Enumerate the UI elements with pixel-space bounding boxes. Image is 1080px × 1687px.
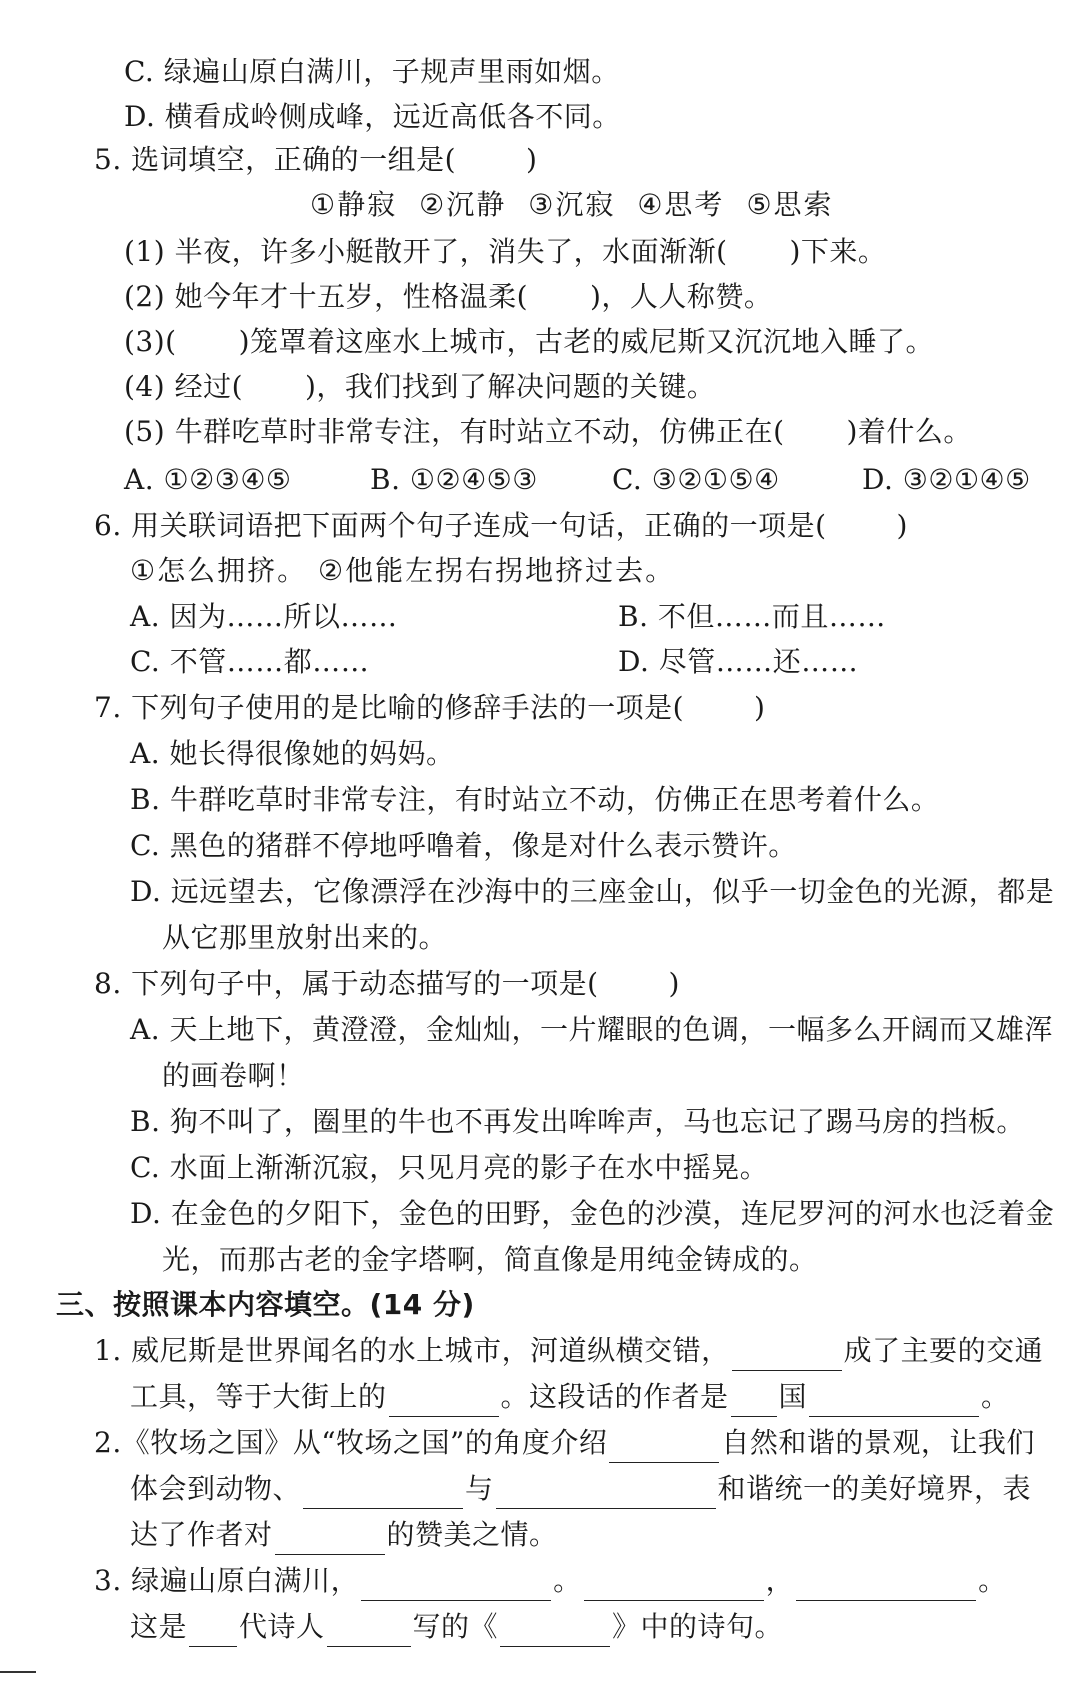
q8-option-c: C. 水面上渐渐沉寂，只见月亮的影子在水中摇晃。: [130, 1151, 769, 1184]
q5-s2-end: )，人人称赞。: [590, 280, 773, 313]
q6-option-b: B. 不但……而且……: [618, 600, 886, 633]
s3-q2-text-c: 体会到动物、: [130, 1472, 302, 1505]
s3-q2-blank-4[interactable]: [275, 1524, 385, 1555]
q5-sentence-1: [124, 232, 886, 272]
q5-sentence-4: [124, 367, 715, 407]
q5-s5-text: (5) 牛群吃草时非常专注，有时站立不动，仿佛正在(: [124, 415, 785, 448]
s3-q3-blank-4[interactable]: [189, 1616, 237, 1647]
q5-s5-end: )着什么。: [846, 415, 972, 448]
s3-q1-text-b: 成了主要的交通: [843, 1334, 1044, 1367]
s3-q2-text-a: 2.《牧场之国》从“牧场之国”的角度介绍: [94, 1426, 608, 1459]
s3-q3-text-h: 》中的诗句。: [612, 1610, 784, 1643]
s3-q1-line1: [94, 1331, 1043, 1371]
s3-q3-text-a: 3. 绿遍山原白满川，: [94, 1564, 360, 1597]
s3-q3-blank-2[interactable]: [584, 1570, 764, 1601]
q5-s3-text: (3)(: [124, 325, 177, 358]
s3-q3-text-f: 代诗人: [239, 1610, 325, 1643]
q5-option-d: D. ③②①④⑤: [862, 463, 1031, 496]
q8-option-d-line1: D. 在金色的夕阳下，金色的田野，金色的沙漠，连尼罗河的河水也泛着金: [130, 1197, 1055, 1230]
q8-stem-text: 8. 下列句子中，属于动态描写的一项是(: [94, 967, 599, 1000]
s3-q2-blank-3[interactable]: [496, 1478, 716, 1509]
q5-s4-text: (4) 经过(: [124, 370, 243, 403]
q6-sentences: ①怎么拥挤。 ②他能左拐右拐地挤过去。: [130, 554, 676, 587]
q7-stem: [94, 688, 765, 728]
q7-option-b: B. 牛群吃草时非常专注，有时站立不动，仿佛正在思考着什么。: [130, 783, 940, 816]
q5-option-a: A. ①②③④⑤: [124, 463, 292, 496]
s3-q2-blank-2[interactable]: [303, 1478, 463, 1509]
s3-q3-blank-5[interactable]: [327, 1616, 411, 1647]
s3-q3-text-c: ，: [765, 1564, 795, 1597]
q7-option-c: C. 黑色的猪群不停地呼噜着，像是对什么表示赞许。: [130, 829, 797, 862]
q5-stem-close: ): [526, 143, 538, 176]
page-corner-mark: [0, 1671, 36, 1673]
q5-s1-text: (1) 半夜，许多小艇散开了，消失了，水面渐渐(: [124, 235, 728, 268]
q6-option-d: D. 尽管……还……: [618, 645, 859, 678]
q5-word-5: ⑤思索: [746, 188, 834, 221]
q5-s1-end: )下来。: [789, 235, 887, 268]
s3-q3-line1: [94, 1561, 1007, 1601]
s3-q2-line1: [94, 1423, 1035, 1463]
q5-option-b: B. ①②④⑤③: [370, 463, 538, 496]
s3-q3-line2: [130, 1607, 783, 1647]
s3-q1-text-f: 。: [981, 1380, 1010, 1413]
s3-q2-text-g: 的赞美之情。: [386, 1518, 558, 1551]
q5-word-bank: [310, 185, 834, 225]
q5-word-3: ③沉寂: [528, 188, 616, 221]
section-3-heading: 三、按照课本内容填空。(14 分): [56, 1288, 475, 1321]
q8-stem-close: ): [668, 967, 680, 1000]
q6-option-a: A. 因为……所以……: [130, 600, 398, 633]
s3-q1-blank-2[interactable]: [389, 1386, 499, 1417]
s3-q3-blank-6[interactable]: [500, 1616, 610, 1647]
q5-sentence-2: [124, 277, 772, 317]
q4-option-d: D. 横看成岭侧成峰，远近高低各不同。: [124, 100, 621, 133]
q5-word-2: ②沉静: [419, 188, 507, 221]
s3-q3-text-d: 。: [978, 1564, 1007, 1597]
s3-q3-text-b: 。: [553, 1564, 582, 1597]
s3-q2-blank-1[interactable]: [609, 1432, 719, 1463]
s3-q1-blank-3[interactable]: [731, 1386, 777, 1417]
q7-stem-close: ): [754, 691, 766, 724]
q5-word-4: ④思考: [637, 188, 725, 221]
q8-option-d-line2: 光，而那古老的金字塔啊，简直像是用纯金铸成的。: [162, 1243, 818, 1276]
s3-q1-text-c: 工具，等于大街上的: [130, 1380, 387, 1413]
q5-sentence-5: [124, 412, 972, 452]
q5-stem-text: 5. 选词填空，正确的一组是(: [94, 143, 457, 176]
q7-stem-text: 7. 下列句子使用的是比喻的修辞手法的一项是(: [94, 691, 685, 724]
q8-option-b: B. 狗不叫了，圈里的牛也不再发出哞哞声，马也忘记了踢马房的挡板。: [130, 1105, 1025, 1138]
s3-q2-text-e: 和谐统一的美好境界，表: [717, 1472, 1032, 1505]
s3-q1-text-d: 。这段话的作者是: [500, 1380, 729, 1413]
q5-word-1: ①静寂: [310, 188, 398, 221]
q6-stem-close: ): [896, 509, 908, 542]
s3-q1-blank-4[interactable]: [809, 1386, 979, 1417]
q5-option-c: C. ③②①⑤④: [612, 463, 780, 496]
s3-q2-text-d: 与: [465, 1472, 494, 1505]
q5-s4-end: )，我们找到了解决问题的关键。: [305, 370, 716, 403]
s3-q2-text-b: 自然和谐的景观，让我们: [721, 1426, 1035, 1459]
s3-q1-text-e: 国: [778, 1380, 808, 1413]
q6-option-c: C. 不管……都……: [130, 645, 370, 678]
s3-q1-line2: [130, 1377, 1010, 1417]
q5-sentence-3: [124, 322, 934, 362]
s3-q2-line3: [130, 1515, 558, 1555]
q7-option-d-line1: D. 远远望去，它像漂浮在沙海中的三座金山，似乎一切金色的光源，都是: [130, 875, 1055, 908]
q6-stem: [94, 506, 908, 546]
q8-option-a-line2: 的画卷啊！: [162, 1059, 305, 1092]
q6-stem-text: 6. 用关联词语把下面两个句子连成一句话，正确的一项是(: [94, 509, 827, 542]
s3-q3-blank-1[interactable]: [361, 1570, 551, 1601]
q5-stem: [94, 140, 537, 180]
q8-option-a-line1: A. 天上地下，黄澄澄，金灿灿，一片耀眼的色调，一幅多么开阔而又雄浑: [130, 1013, 1054, 1046]
q5-s2-text: (2) 她今年才十五岁，性格温柔(: [124, 280, 528, 313]
s3-q3-blank-3[interactable]: [796, 1570, 976, 1601]
q5-s3-end: )笼罩着这座水上城市，古老的威尼斯又沉沉地入睡了。: [238, 325, 935, 358]
q8-stem: [94, 964, 680, 1004]
q7-option-a: A. 她长得很像她的妈妈。: [130, 737, 455, 770]
s3-q3-text-e: 这是: [130, 1610, 188, 1643]
q7-option-d-line2: 从它那里放射出来的。: [162, 921, 448, 954]
s3-q3-text-g: 写的《: [412, 1610, 499, 1643]
q4-option-c: C. 绿遍山原白满川，子规声里雨如烟。: [124, 55, 620, 88]
s3-q1-blank-1[interactable]: [732, 1340, 842, 1371]
s3-q2-text-f: 达了作者对: [130, 1518, 273, 1551]
s3-q1-text-a: 1. 威尼斯是世界闻名的水上城市，河道纵横交错，: [94, 1334, 730, 1367]
s3-q2-line2: [130, 1469, 1031, 1509]
